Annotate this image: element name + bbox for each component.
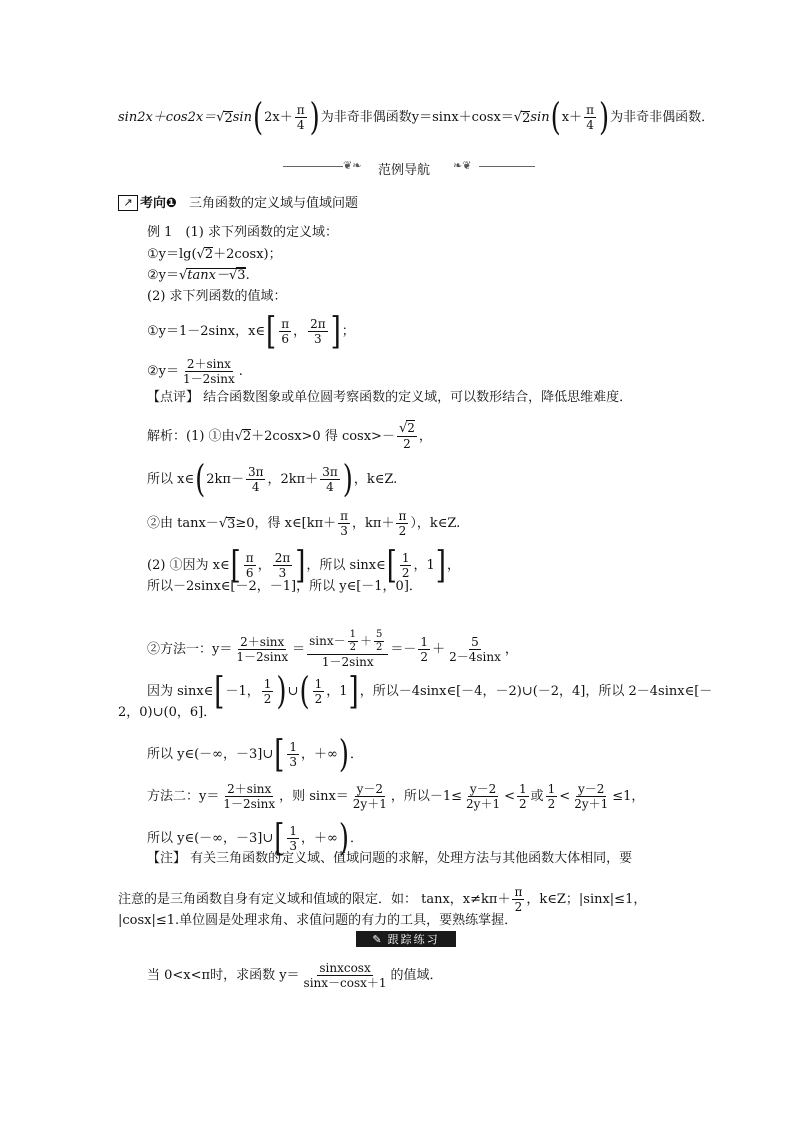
example-a1: [147, 247, 282, 261]
num: 2＋sinx: [227, 782, 272, 796]
sqrt-sign: √: [513, 110, 523, 125]
num: 1: [519, 782, 527, 796]
text: ，＋∞: [301, 747, 338, 762]
pencil-icon: ✎: [372, 932, 384, 946]
radicand: 2: [204, 247, 214, 262]
sol-10: [147, 783, 644, 810]
num: 3π: [247, 465, 264, 479]
text: 【注】 有关三角函数的定义域、值域问题的求解，处理方法与其他函数大体相同，要: [147, 851, 633, 866]
text: 因为 sinx∈: [147, 684, 214, 699]
text: 或: [530, 789, 544, 804]
radicand: 2: [522, 110, 531, 126]
den: 1－2sinx: [321, 655, 374, 669]
num: 1: [314, 677, 323, 691]
den: 2y＋1: [466, 797, 501, 811]
text: <: [559, 789, 571, 804]
den: 2: [420, 649, 429, 664]
text: ，所以 sinx∈: [306, 558, 386, 573]
text: 解析：(1) ①由: [147, 428, 235, 444]
fraction: [348, 630, 358, 653]
fraction: [221, 783, 277, 810]
text: sin: [232, 110, 252, 125]
text: 2，0)∪(0，6]．: [118, 705, 217, 720]
text: sinx－: [309, 634, 346, 648]
num: 1: [263, 677, 272, 691]
example-part2: [147, 290, 287, 303]
bracket: [: [274, 816, 285, 861]
num: π: [514, 885, 523, 899]
den: 3: [289, 839, 298, 853]
text: ；: [341, 324, 355, 339]
num: 5: [376, 629, 383, 640]
num: 2＋sinx: [186, 357, 231, 371]
fraction: [584, 104, 596, 131]
den: 6: [281, 332, 289, 346]
fraction: [447, 636, 503, 663]
text: ，: [326, 684, 340, 699]
text: ，k∈Z；|sinx|≤1，: [526, 892, 647, 907]
section-title: 范例导航: [378, 163, 431, 178]
num: [307, 630, 388, 655]
den: 1－2sinx: [223, 797, 276, 811]
fraction: [287, 825, 299, 852]
text: －1，: [225, 684, 260, 699]
paren: ): [598, 95, 610, 140]
text: ，: [504, 641, 518, 657]
radicand: 3: [237, 268, 246, 283]
trend-icon: ↗: [118, 195, 138, 211]
ornament-icon: ❧❦: [453, 159, 472, 172]
den: 2y＋1: [352, 797, 387, 811]
bracket: ]: [435, 543, 446, 588]
text: ≤1，: [612, 789, 645, 804]
radicand: 2: [242, 429, 252, 444]
num: π: [586, 103, 594, 117]
radicand: [186, 268, 245, 282]
fraction: [464, 783, 502, 810]
text: ①y＝1－2sinx，x∈: [147, 324, 266, 339]
text: ＝－: [390, 641, 417, 657]
sol-11: [147, 816, 364, 861]
badge-label: 跟踪练习: [387, 933, 440, 946]
fraction: [400, 552, 412, 579]
fraction: [418, 636, 430, 663]
den: 2: [401, 566, 410, 580]
text: ∪: [287, 684, 299, 699]
num: 1: [401, 551, 410, 565]
text: ＋: [432, 641, 446, 657]
text: 为非奇非偶函数．: [610, 110, 715, 125]
text: 1: [339, 684, 348, 699]
text: ，2kπ＋: [267, 472, 319, 487]
text: ，所以－4sinx∈[－4，－2)∪(－2，4]，所以 2－4sinx∈[－: [359, 684, 713, 699]
fraction: [234, 636, 290, 663]
text: ＝: [292, 641, 306, 657]
fraction: [181, 358, 237, 385]
sol-2: [147, 457, 398, 502]
den: 2: [314, 692, 323, 706]
fraction: [295, 104, 307, 131]
num: sinxcosx: [319, 961, 371, 975]
num: 1: [420, 634, 429, 649]
text: 方法二：y＝: [147, 789, 220, 804]
den: 2: [403, 437, 411, 451]
num: π: [281, 317, 290, 331]
text: ．: [350, 831, 364, 846]
text: ，: [413, 558, 427, 573]
text: 注意的是三角函数自身有定义域和值域的限定．如： tanx，x≠kπ＋: [118, 892, 511, 907]
text: 所以－2sinx∈[－2，－1]，所以 y∈[－1，0]．: [147, 579, 422, 594]
example-b2: [147, 358, 243, 385]
den: 2: [514, 900, 523, 914]
fraction: [397, 422, 417, 450]
text: ，k∈Z.: [353, 472, 398, 487]
sol-8: [118, 706, 216, 719]
text: 的值域．: [390, 968, 443, 983]
ornament-icon: ❦❧: [343, 159, 362, 172]
text: ，: [418, 428, 432, 444]
fraction: [313, 678, 325, 705]
sqrt-sign: √: [218, 516, 228, 531]
sqrt-sign: √: [179, 267, 188, 283]
fraction: [279, 318, 291, 345]
den: 6: [245, 566, 254, 580]
example-b1: [147, 309, 355, 354]
note-1: [147, 852, 632, 865]
radicand: 2: [224, 110, 233, 126]
text: ，: [293, 324, 307, 339]
num: 1: [547, 782, 556, 796]
bracket: ]: [348, 669, 359, 714]
den: 3: [314, 332, 322, 346]
text: ＋: [360, 634, 373, 648]
den: 2: [519, 797, 527, 811]
sqrt-sign: √: [398, 421, 408, 436]
num: 1: [349, 629, 357, 640]
num: π: [245, 551, 254, 565]
text: |cosx|≤1.单位圆是处理求角、求值问题的有力的工具，要熟练掌握．: [118, 913, 518, 928]
text: sin2x＋cos2x＝: [118, 110, 217, 125]
sol-7: [147, 669, 713, 714]
bracket: [: [214, 669, 225, 714]
text: ），k∈Z.: [410, 516, 461, 531]
text: 所以 x∈: [147, 472, 195, 487]
radicand: 2: [407, 421, 415, 435]
fraction: [351, 783, 389, 810]
section-divider: [283, 157, 533, 177]
paren: ): [338, 816, 350, 861]
text: sin: [530, 110, 550, 125]
divider-line-right: [479, 166, 535, 167]
text: 【点评】 结合函数图象或单位圆考察函数的定义域，可以数形结合，降低思维难度．: [147, 390, 633, 405]
num: y－2: [469, 782, 497, 796]
fraction: [246, 466, 266, 493]
paren: (: [550, 95, 561, 140]
den: 3: [289, 755, 298, 769]
paren: ): [276, 669, 287, 714]
text: 为非奇非偶函数y＝sinx＋cosx＝: [320, 110, 514, 125]
den: 1－2sinx: [236, 649, 289, 664]
paren: ): [342, 457, 353, 502]
fraction: [396, 510, 408, 537]
topic-title: 三角函数的定义域与值域问题: [189, 195, 359, 211]
topic-heading: [118, 195, 358, 211]
text: ＋2cosx)；: [213, 246, 282, 262]
fraction: [262, 678, 274, 705]
den: 2y＋1: [574, 797, 609, 811]
text: ②y＝: [147, 364, 179, 379]
num: 1: [289, 824, 298, 838]
den: 4: [251, 480, 260, 494]
text: (2) ①因为 x∈: [147, 558, 230, 573]
text: ．: [350, 747, 364, 762]
paren: (: [299, 669, 310, 714]
bracket: [: [266, 309, 277, 354]
bracket: ]: [295, 543, 306, 588]
text: .: [238, 364, 243, 379]
den: 1－2sinx: [183, 372, 235, 386]
paren: ): [338, 732, 350, 777]
fraction: [302, 962, 389, 989]
text: 当 0<x<π时，求函数 y＝: [147, 968, 300, 983]
paren: (: [195, 457, 206, 502]
den: 3: [278, 566, 287, 580]
den: 2: [349, 642, 357, 653]
sqrt-sign: √: [234, 428, 243, 444]
num: π: [340, 509, 349, 523]
sol-3: [147, 510, 460, 537]
note-3: [118, 914, 517, 927]
text: ，所以－1≤: [390, 789, 463, 804]
intro-line: [118, 95, 715, 140]
practice: [147, 962, 443, 989]
text: tanx－: [187, 268, 229, 283]
sol-6: [147, 630, 518, 668]
num: 3π: [322, 465, 338, 479]
den: 2－4sinx: [449, 649, 501, 664]
divider-line-left: [283, 166, 343, 167]
text: 1: [426, 558, 435, 573]
sol-1: [147, 422, 432, 450]
text: ，＋∞: [301, 831, 338, 846]
text: ①y＝lg(: [147, 246, 197, 262]
fraction: [244, 552, 256, 579]
comment: [147, 391, 632, 404]
den: 2: [376, 642, 383, 653]
text: ，: [257, 558, 271, 573]
fraction: [320, 466, 340, 493]
den: 4: [326, 480, 334, 494]
fraction: [307, 630, 388, 668]
text: (2) 求下列函数的值域：: [147, 289, 287, 304]
sqrt-sign: √: [228, 268, 238, 283]
num: 2π: [310, 317, 326, 331]
text: ，kπ＋: [352, 516, 395, 531]
fraction: [287, 741, 299, 768]
text: 所以 y∈(－∞，－3]∪: [147, 747, 274, 762]
fraction: [338, 510, 350, 537]
num: π: [296, 103, 305, 117]
num: 2π: [274, 551, 291, 565]
num: [397, 422, 417, 437]
text: x＋: [561, 110, 583, 125]
fraction: [546, 783, 558, 810]
text: ，: [446, 558, 460, 573]
fraction: [273, 552, 293, 579]
text: ②方法一：y＝: [147, 641, 233, 657]
bracket: [: [386, 543, 397, 588]
example-a2: [147, 268, 250, 282]
topic-label: 考向❶: [140, 195, 178, 211]
radicand: 3: [227, 516, 236, 532]
den: 4: [296, 118, 305, 132]
bracket: [: [274, 732, 285, 777]
note-2: [118, 886, 646, 913]
num: 1: [289, 740, 298, 754]
num: y－2: [578, 782, 605, 796]
text: 2x＋: [264, 110, 293, 125]
text: <: [504, 789, 515, 804]
fraction: [374, 630, 384, 653]
text: ②由 tanx－: [147, 516, 219, 531]
num: π: [398, 509, 407, 523]
den: 2: [547, 797, 556, 811]
den: sinx－cosx＋1: [303, 976, 387, 990]
practice-badge: [356, 931, 456, 947]
den: 2: [263, 692, 272, 706]
text: 2kπ－: [206, 472, 244, 487]
text: ②y＝: [147, 267, 179, 283]
paren: (: [252, 95, 264, 140]
num: 2＋sinx: [240, 634, 285, 649]
text: ，则 sinx＝: [279, 789, 349, 804]
bracket: ]: [330, 309, 341, 354]
text: ≥0，得 x∈[kπ＋: [235, 516, 337, 531]
text: 例 1 (1) 求下列函数的定义域：: [147, 225, 338, 240]
sol-5: [147, 580, 422, 593]
fraction: [512, 886, 524, 913]
example-head: [147, 226, 338, 239]
sqrt-sign: √: [216, 110, 225, 125]
text: 所以 y∈(－∞，－3]∪: [147, 831, 274, 846]
text: ＋2cosx>0 得 cosx>－: [251, 428, 395, 444]
fraction: [517, 783, 529, 810]
sol-9: [147, 732, 364, 777]
den: 3: [340, 524, 348, 538]
den: 4: [586, 118, 594, 132]
bracket: [: [230, 543, 241, 588]
den: 2: [398, 524, 407, 538]
num: 5: [471, 634, 479, 649]
num: y－2: [356, 782, 384, 796]
paren: ): [309, 95, 320, 140]
fraction: [572, 783, 610, 810]
text: .: [245, 267, 250, 283]
fraction: [308, 318, 328, 345]
sqrt-sign: √: [196, 246, 205, 262]
